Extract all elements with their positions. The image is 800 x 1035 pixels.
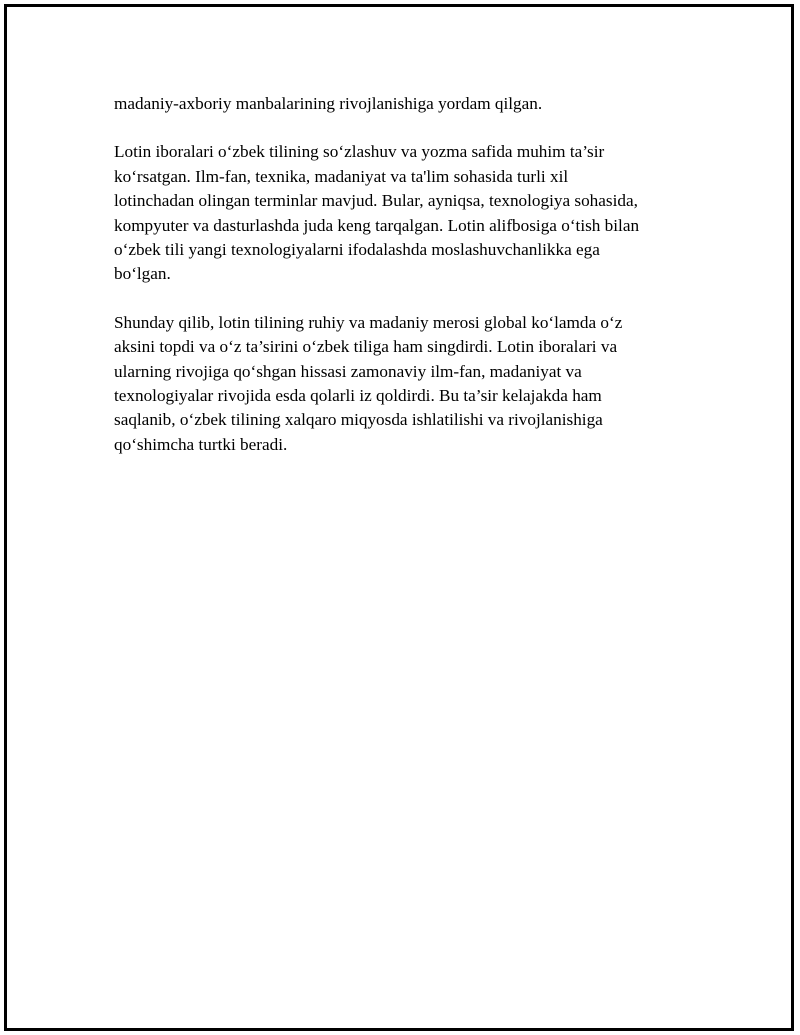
text-line: qo‘shimcha turtki beradi.	[114, 434, 288, 454]
paragraph-3	[114, 311, 694, 457]
text-line: Lotin iboralari o‘zbek tilining so‘zlashuv va yozma safida muhim ta’sir	[114, 142, 605, 162]
document-body	[114, 92, 694, 481]
text-line: ko‘rsatgan. Ilm-fan, texnika, madaniyat va ta'lim sohasida turli xil	[114, 166, 569, 186]
paragraph-2	[114, 140, 694, 286]
text-line: o‘zbek tili yangi texnologiyalarni ifodalashda moslashuvchanlikka ega	[114, 240, 600, 260]
paragraph-1	[114, 92, 694, 116]
text-line: bo‘lgan.	[114, 264, 171, 284]
text-line: Shunday qilib, lotin tilining ruhiy va madaniy merosi global ko‘lamda o‘z	[114, 312, 623, 332]
text-line: texnologiyalar rivojida esda qolarli iz qoldirdi. Bu ta’sir kelajakda ham	[114, 386, 602, 406]
text-line: aksini topdi va o‘z ta’sirini o‘zbek tiliga ham singdirdi. Lotin iboralari va	[114, 337, 618, 357]
text-line: madaniy-axboriy manbalarining rivojlanishiga yordam qilgan.	[114, 94, 543, 113]
text-line: kompyuter va dasturlashda juda keng tarqalgan. Lotin alifbosiga o‘tish bilan	[114, 215, 640, 235]
text-line: saqlanib, o‘zbek tilining xalqaro miqyosda ishlatilishi va rivojlanishiga	[114, 410, 603, 430]
text-line: lotinchadan olingan terminlar mavjud. Bular, ayniqsa, texnologiya sohasida,	[114, 191, 638, 211]
text-line: ularning rivojiga qo‘shgan hissasi zamonaviy ilm-fan, madaniyat va	[114, 361, 582, 381]
